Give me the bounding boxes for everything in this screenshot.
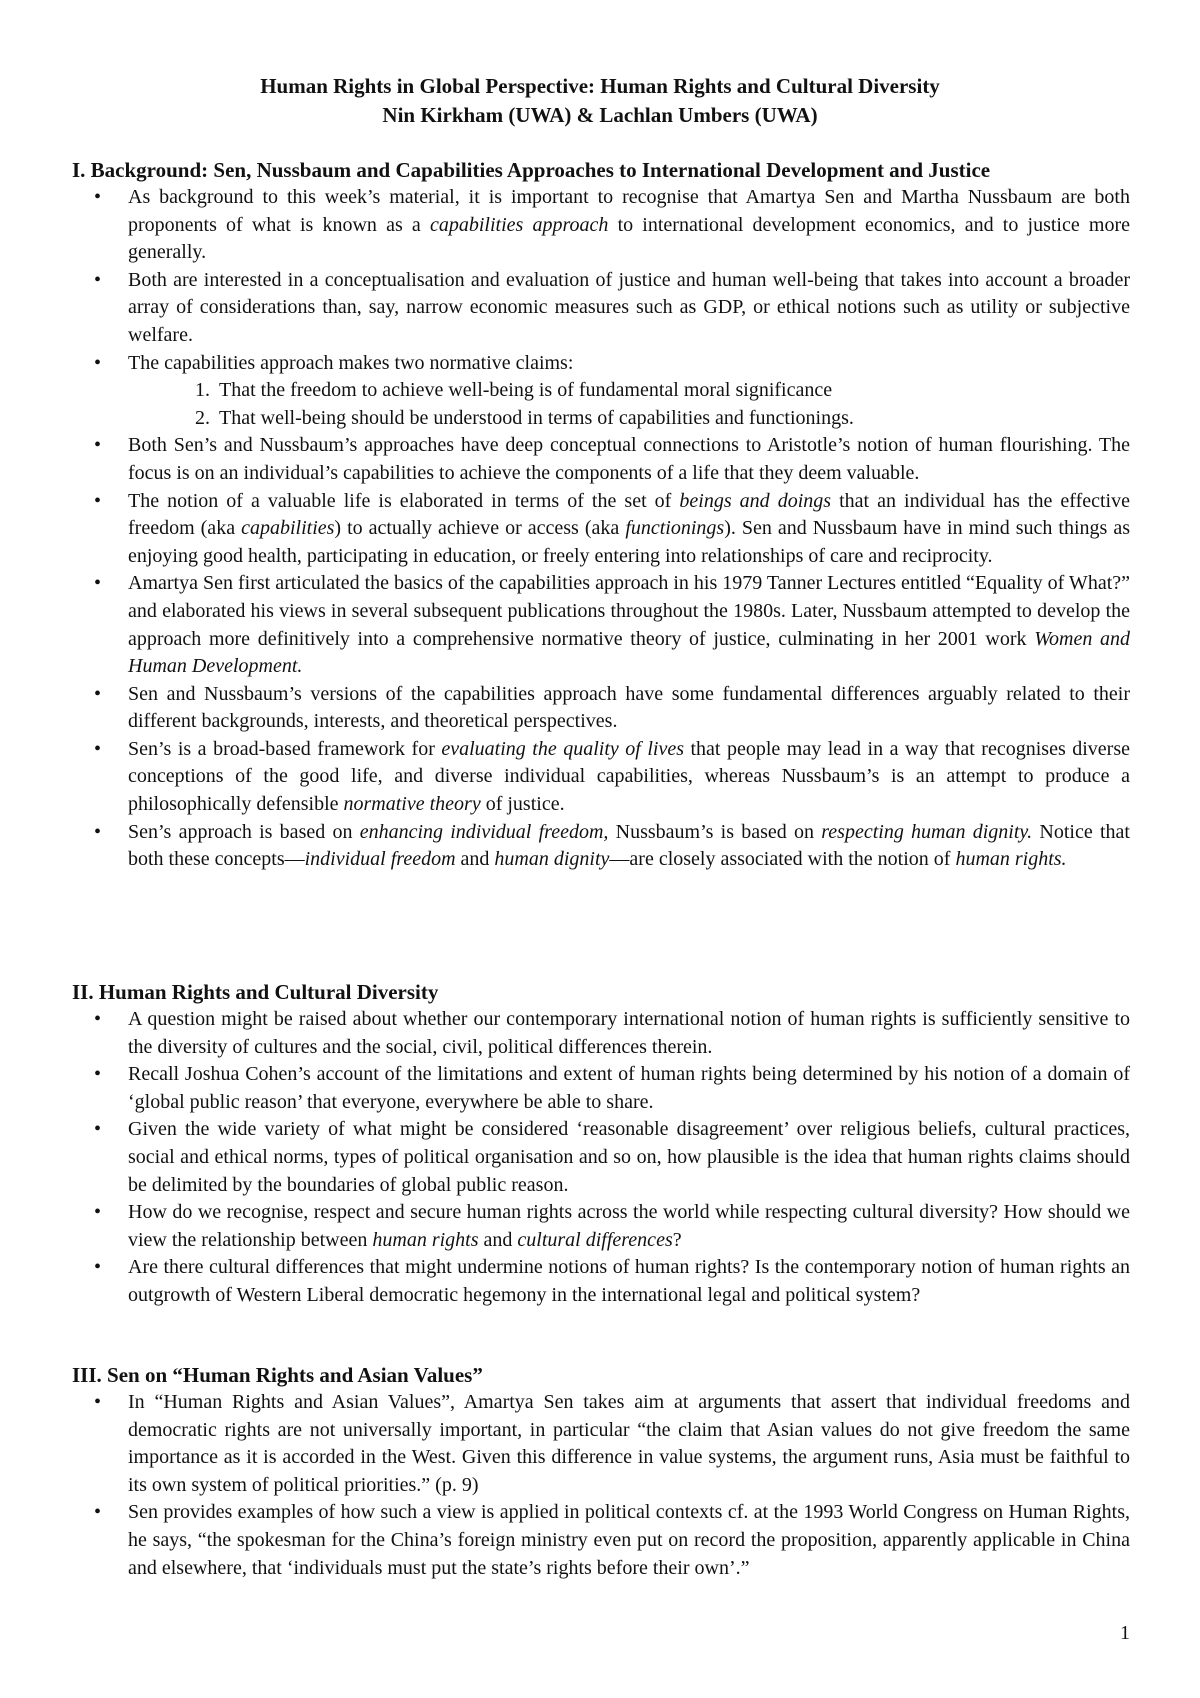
bullet-item (72, 1006, 1130, 1061)
section-heading-asian-values: III. Sen on “Human Rights and Asian Values” (72, 1363, 483, 1387)
bullet-item (72, 1199, 1130, 1254)
text-run: ) to actually achieve or access (aka (334, 517, 626, 540)
text-run: Amartya Sen first articulated the basics of the capabilities approach in his 1979 Tanner Lectures entitled “Equality of What?” and elaborated his views in several subsequent publications throughout the 1980s. Later, Nussbaum attempted to develop the approach more definitively into a comprehensive normative theory of justice, culminating in her 2001 work (128, 572, 1130, 650)
document-authors: Nin Kirkham (UWA) & Lachlan Umbers (UWA) (382, 103, 818, 127)
text-run: As background to this week’s material, it is important to recognise that Amartya Sen and Martha Nussbaum are both proponents of what is known as a (128, 186, 1130, 236)
emphasis-text: normative theory (343, 793, 481, 816)
text-run: Sen provides examples of how such a view is applied in political contexts cf. at the 1993 World Congress on Human Rights, he says, “the spokesman for the China’s foreign ministry even put on record the proposition, apparently applicable in China and elsewhere, that ‘individuals must put the state’s rights before their own’.” (128, 1501, 1130, 1579)
bullet-item (72, 570, 1130, 680)
bullet-text (128, 186, 1130, 263)
bullet-item (72, 1061, 1130, 1116)
text-run: Nussbaum’s is based on (608, 820, 822, 843)
normative-claims-list (128, 377, 1130, 432)
text-run: to international development economics, and to justice more generally. (128, 213, 1130, 264)
item-text: That the freedom to achieve well-being is of fundamental moral significance (219, 379, 833, 402)
bullet-text (128, 738, 1130, 815)
bullet-text (128, 572, 1130, 677)
bullet-text (128, 1118, 1130, 1195)
text-run: The notion of a valuable life is elaborated in terms of the set of (128, 489, 680, 512)
bullet-item (72, 819, 1130, 874)
text-run: and (478, 1228, 518, 1251)
text-run: of justice. (480, 793, 565, 816)
bullet-item (72, 488, 1130, 571)
text-run: Both are interested in a conceptualisation and evaluation of justice and human well-being that takes into account a broader array of considerations than, say, narrow economic measures such as GDP, or ethical notions such as utility or subjective welfare. (128, 268, 1130, 346)
page-number: 1 (1120, 1622, 1130, 1644)
bullet-text (128, 1256, 1130, 1306)
text-run: Both Sen’s and Nussbaum’s approaches have deep conceptual connections to Aristotle’s notion of human flourishing. The focus is on an individual’s capabilities to achieve the components of a life that they deem valuable. (128, 434, 1130, 484)
bullet-list-asian-values (72, 1389, 1130, 1582)
emphasis-text: capabilities approach (429, 213, 609, 236)
document-title: Human Rights in Global Perspective: Human Rights and Cultural Diversity (260, 74, 940, 98)
item-number: 2. (195, 406, 210, 429)
emphasis-text: human dignity (494, 848, 610, 871)
bullet-item (72, 267, 1130, 350)
bullet-item (72, 1389, 1130, 1499)
numbered-item (128, 405, 1130, 433)
item-number: 1. (195, 379, 210, 402)
text-run: ). Sen and Nussbaum have in mind such things as enjoying good health, participating in education, or freely entering into relationships of care and reciprocity. (128, 517, 1131, 567)
emphasis-text: functionings (625, 517, 725, 540)
text-run: Given the wide variety of what might be considered ‘reasonable disagreement’ over religious beliefs, cultural practices, social and ethical norms, types of political organisation and so on, how plausible is the idea that human rights claims should be delimited by the boundaries of global public reason. (128, 1118, 1130, 1196)
bullet-text (128, 1008, 1130, 1058)
text-run: A question might be raised about whether our contemporary international notion of human rights is sufficiently sensitive to the diversity of cultures and the social, civil, political differences therein. (128, 1008, 1130, 1058)
emphasis-text: individual freedom (304, 848, 456, 871)
bullet-item (72, 184, 1130, 267)
text-run: The capabilities approach makes two normative claims: (128, 351, 574, 374)
bullet-text (128, 683, 1130, 733)
emphasis-text: human rights. (955, 848, 1067, 871)
emphasis-text: capabilities (241, 517, 335, 540)
text-run: Sen’s is a broad-based framework for (128, 737, 442, 760)
numbered-item (128, 377, 1130, 405)
text-run: ? (672, 1228, 682, 1251)
bullet-text (128, 1063, 1130, 1113)
bullet-list-background (72, 184, 1130, 874)
text-run: Sen’s approach is based on (128, 820, 360, 843)
section-heading-background: I. Background: Sen, Nussbaum and Capabilities Approaches to International Development and Justice (72, 158, 991, 182)
bullet-text (128, 490, 1130, 567)
bullet-item (72, 432, 1130, 487)
bullet-text (128, 352, 573, 374)
emphasis-text: cultural differences (517, 1228, 673, 1251)
text-run: Are there cultural differences that might undermine notions of human rights? Is the contemporary notion of human rights an outgrowth of Western Liberal democratic hegemony in the international legal and political system? (128, 1256, 1130, 1306)
bullet-item (72, 1499, 1130, 1582)
text-run: Notice that both these concepts— (128, 820, 1130, 871)
text-run: In “Human Rights and Asian Values”, Amartya Sen takes aim at arguments that assert that individual freedoms and democratic rights are not universally important, in particular “the claim that Asian values do not give freedom the same importance as it is accorded in the West. Given this difference in value systems, the argument runs, Asia must be faithful to its own system of political priorities.” (p. 9) (128, 1391, 1130, 1496)
bullet-item (72, 681, 1130, 736)
emphasis-text: beings and doings (679, 489, 832, 512)
bullet-text (128, 1501, 1130, 1578)
bullet-item (72, 350, 1130, 433)
bullet-text (128, 821, 1130, 871)
emphasis-text: respecting human dignity. (821, 820, 1033, 843)
emphasis-text: Women and Human Development. (128, 627, 1130, 678)
text-run: that people may lead in a way that recognises diverse conceptions of the good life, and diverse individual capabilities, whereas Nussbaum’s is an attempt to produce a philosophically defensible (128, 737, 1130, 816)
text-run: Recall Joshua Cohen’s account of the limitations and extent of human rights being determined by his notion of a domain of ‘global public reason’ that everyone, everywhere be able to share. (128, 1063, 1130, 1113)
section-heading-cultural-diversity: II. Human Rights and Cultural Diversity (72, 980, 439, 1004)
emphasis-text: enhancing individual freedom, (359, 820, 609, 843)
bullet-text (128, 269, 1130, 346)
bullet-item (72, 736, 1130, 819)
text-run: —are closely associated with the notion of (609, 848, 956, 871)
emphasis-text: evaluating the quality of lives (441, 737, 684, 760)
bullet-list-cultural-diversity (72, 1006, 1130, 1310)
emphasis-text: human rights (372, 1228, 479, 1251)
text-run: How do we recognise, respect and secure human rights across the world while respecting cultural diversity? How should we view the relationship between (128, 1201, 1130, 1251)
bullet-text (128, 434, 1130, 484)
text-run: Sen and Nussbaum’s versions of the capabilities approach have some fundamental differences arguably related to their different backgrounds, interests, and theoretical perspectives. (128, 682, 1130, 733)
item-text: That well-being should be understood in terms of capabilities and functionings. (219, 406, 854, 429)
text-run: and (455, 848, 495, 871)
bullet-item (72, 1254, 1130, 1309)
bullet-item (72, 1116, 1130, 1199)
bullet-text (128, 1391, 1130, 1496)
text-run: that an individual has the effective freedom (aka (128, 489, 1130, 540)
bullet-text (128, 1201, 1130, 1251)
